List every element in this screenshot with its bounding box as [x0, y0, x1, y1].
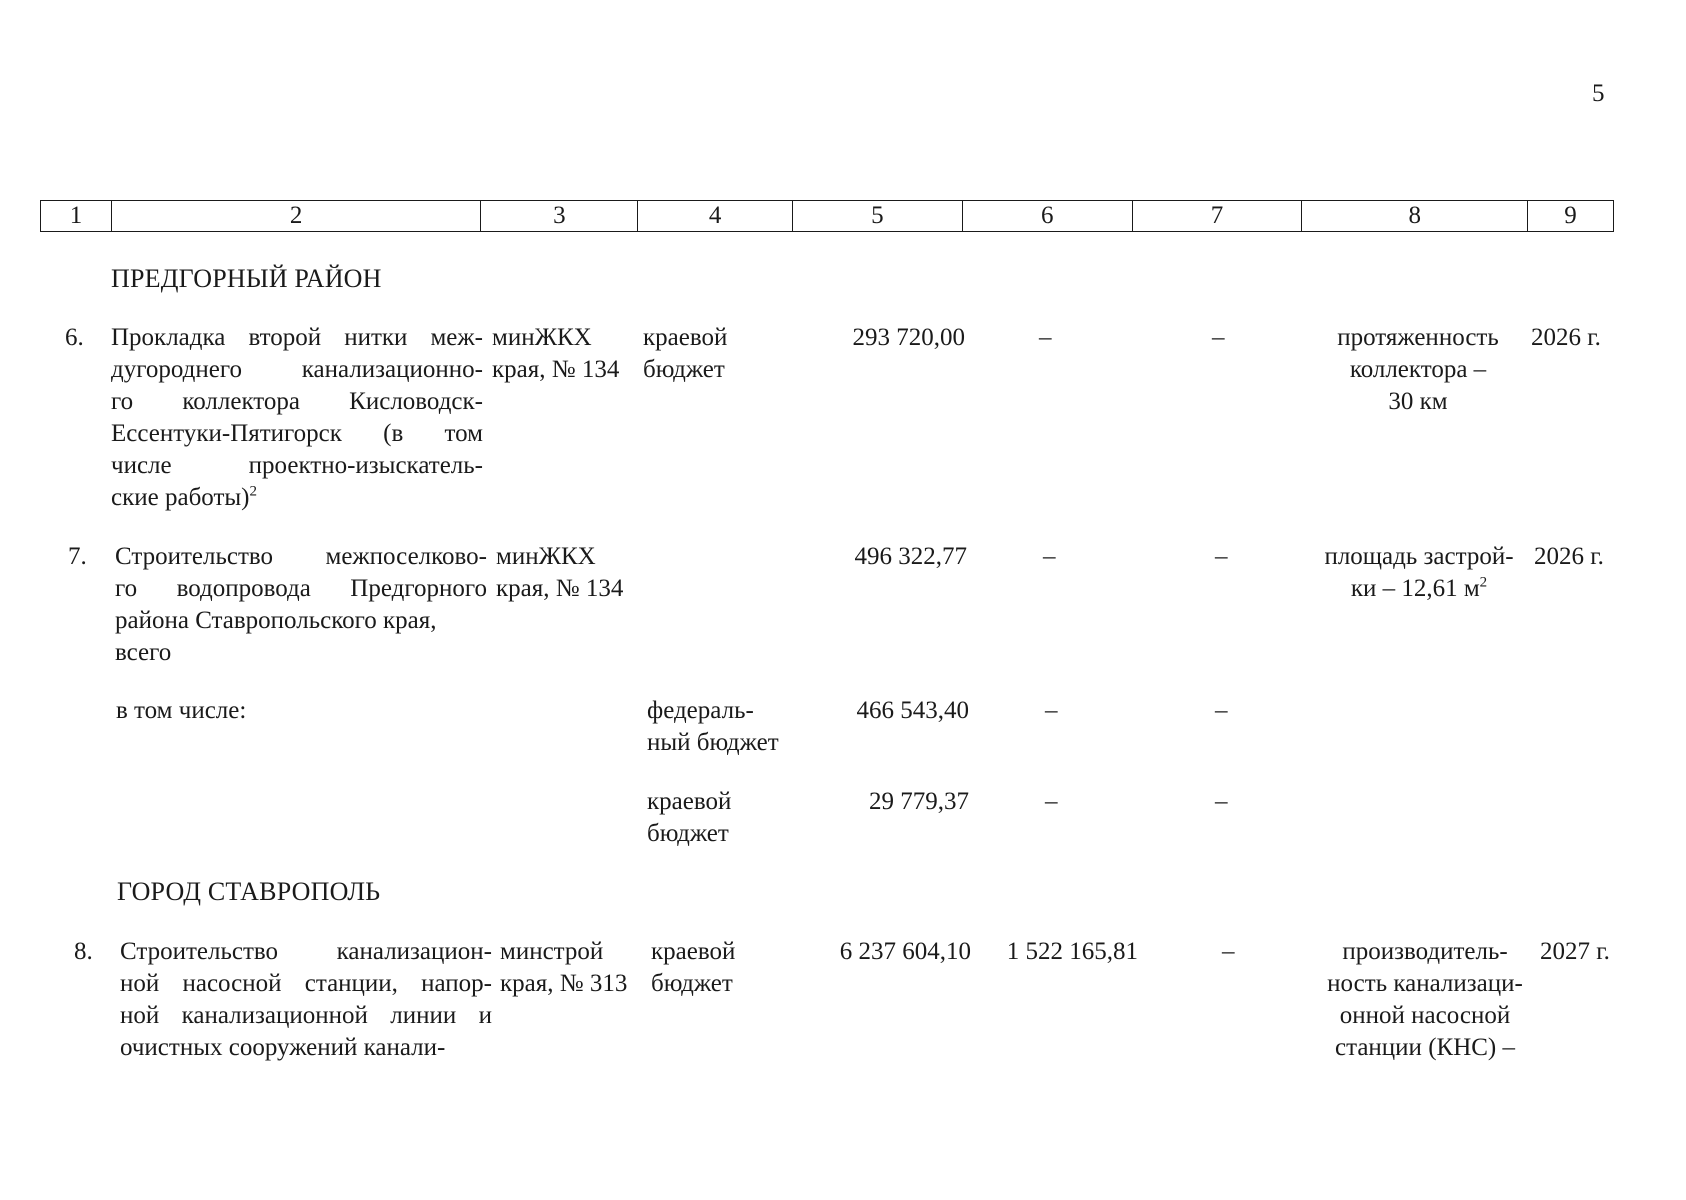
description-line: очистных сооружений канали- [120, 1034, 446, 1061]
description-line: ной насосной станции, напор- [120, 970, 492, 997]
funding-source-line: федераль- [647, 697, 754, 724]
amount-col7: – [1215, 543, 1228, 570]
funding-source-line: краевой [647, 788, 732, 815]
row-number: 6. [65, 324, 84, 351]
section-title: ПРЕДГОРНЫЙ РАЙОН [111, 264, 382, 293]
description-line: го водопровода Предгорного [115, 575, 487, 602]
description-line: района Ставропольского края, [115, 607, 437, 634]
customer-line: края, № 134 [496, 575, 624, 602]
indicator-line: 30 км [1388, 388, 1448, 415]
funding-source-line: бюджет [651, 970, 733, 997]
description-line: Ессентуки-Пятигорск (в том [111, 420, 483, 447]
amount-col6: – [1045, 788, 1058, 815]
customer-line: края, № 134 [492, 356, 620, 383]
column-header-2: 2 [112, 201, 482, 231]
customer [500, 936, 627, 1000]
funding-source-line: бюджет [647, 820, 729, 847]
funding-source-line: краевой [643, 324, 728, 351]
footnote-mark: 2 [249, 483, 258, 500]
section-title: ГОРОД СТАВРОПОЛЬ [117, 877, 381, 906]
funding-source [647, 786, 731, 850]
column-header-4: 4 [638, 201, 793, 231]
funding-source-line: бюджет [643, 356, 725, 383]
completion-year: 2027 г. [1540, 938, 1610, 965]
row-description [111, 322, 483, 514]
funding-source-line: ный бюджет [647, 729, 779, 756]
description-line: дугороднего канализационно- [111, 356, 483, 383]
column-header-6: 6 [963, 201, 1133, 231]
amount-col5: 466 543,40 [856, 697, 969, 724]
amount-col7: – [1222, 938, 1235, 965]
column-header-3: 3 [481, 201, 638, 231]
indicator-line: площадь застрой- [1324, 543, 1514, 570]
amount-col6: – [1045, 697, 1058, 724]
page-number: 5 [1592, 80, 1605, 107]
unit-superscript: 2 [1479, 574, 1488, 591]
amount-col5: 496 322,77 [854, 543, 967, 570]
funding-source [647, 695, 779, 759]
amount-col6: – [1039, 324, 1052, 351]
customer-line: минстрой [500, 938, 604, 965]
indicator-line: онной насосной [1339, 1002, 1511, 1029]
breakdown-label: в том числе: [116, 697, 247, 724]
column-header-7: 7 [1133, 201, 1303, 231]
indicator [1305, 322, 1531, 418]
row-number: 7. [68, 543, 87, 570]
description-line: Прокладка второй нитки меж- [111, 324, 483, 351]
funding-source [651, 936, 735, 1000]
customer [496, 541, 623, 605]
indicator-line: станции (КНС) – [1335, 1034, 1515, 1061]
indicator-line [1306, 573, 1532, 605]
completion-year: 2026 г. [1531, 324, 1601, 351]
row-description [120, 936, 492, 1064]
description-line: ной канализационной линии и [120, 1002, 492, 1029]
description-line-text: ские работы) [111, 484, 250, 511]
indicator-line-text: ки – 12,61 м [1350, 575, 1480, 602]
amount-col6: – [1043, 543, 1056, 570]
row-number: 8. [74, 938, 93, 965]
indicator-line: протяженность [1337, 324, 1499, 351]
amount-col5: 6 237 604,10 [839, 938, 971, 965]
amount-col5: 29 779,37 [869, 788, 969, 815]
column-header-9: 9 [1564, 202, 1577, 229]
amount-col7: – [1215, 788, 1228, 815]
funding-source [643, 322, 727, 386]
customer-line: края, № 313 [500, 970, 628, 997]
row-description [115, 541, 487, 669]
column-header-5: 5 [793, 201, 963, 231]
funding-source-line: краевой [651, 938, 736, 965]
indicator [1310, 936, 1540, 1064]
indicator-line: коллектора – [1349, 356, 1487, 383]
customer-line: минЖКХ [496, 543, 596, 570]
completion-year: 2026 г. [1534, 543, 1604, 570]
description-line: всего [115, 639, 172, 666]
indicator-line: ность канализаци- [1327, 970, 1523, 997]
customer-line: минЖКХ [492, 324, 592, 351]
description-line: Строительство канализацион- [120, 938, 492, 965]
amount-col7: – [1212, 324, 1225, 351]
description-line: Строительство межпоселково- [115, 543, 487, 570]
amount-col5: 293 720,00 [852, 324, 965, 351]
column-header-8: 8 [1302, 201, 1528, 231]
description-line: го коллектора Кисловодск- [111, 388, 483, 415]
customer [492, 322, 619, 386]
indicator-line: производитель- [1342, 938, 1508, 965]
column-header-1: 1 [41, 201, 112, 231]
column-header-row [40, 200, 1614, 232]
amount-col6: 1 522 165,81 [1006, 938, 1138, 965]
description-line [111, 482, 483, 514]
amount-col7: – [1215, 697, 1228, 724]
description-line: числе проектно-изыскатель- [111, 452, 483, 479]
indicator [1306, 541, 1532, 605]
